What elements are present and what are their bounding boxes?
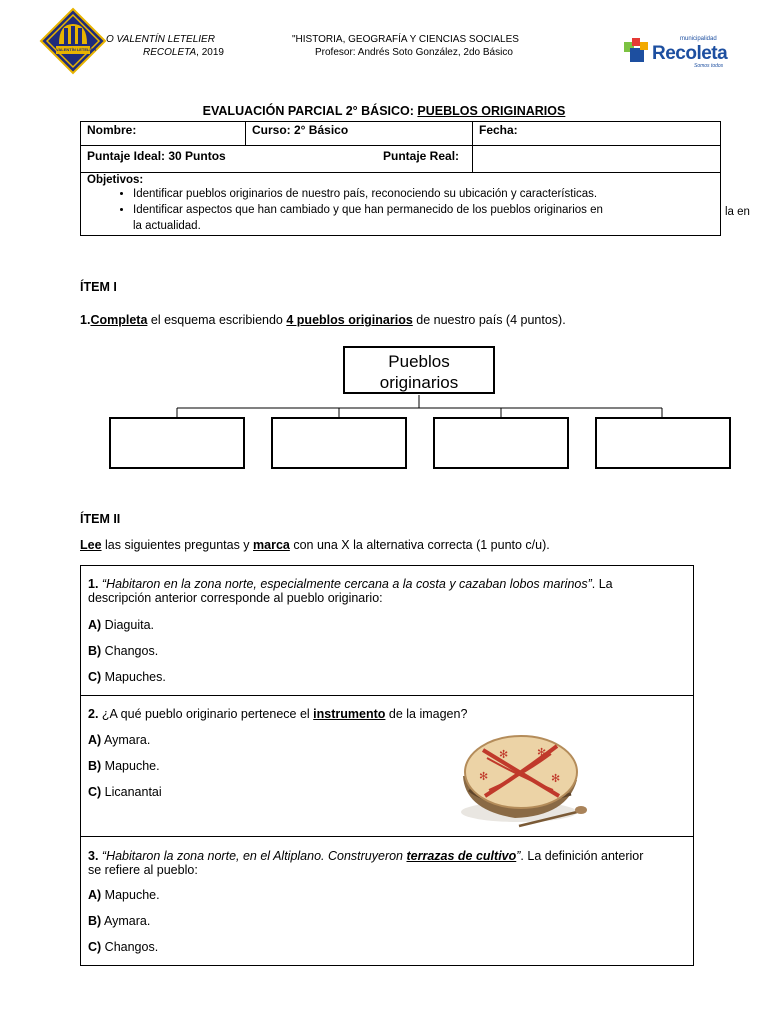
question-2-text	[88, 707, 467, 721]
item1-text-a: el esquema escribiendo	[147, 313, 287, 327]
recoleta-slogan: Somos todos	[694, 63, 724, 69]
option-text: Mapuches.	[101, 670, 166, 684]
question-2-option-a[interactable]	[88, 733, 150, 747]
question-3-quote-end: ”	[516, 849, 521, 863]
option-letter: C)	[88, 785, 102, 799]
question-3-option-a[interactable]	[88, 888, 160, 902]
diagram-root-label-continued: originarios	[379, 373, 459, 392]
item2-verb-read: Lee	[80, 538, 102, 552]
option-letter: B)	[88, 644, 102, 658]
option-text: Changos.	[101, 644, 159, 658]
date-cell[interactable]	[473, 122, 721, 146]
question-3-option-b[interactable]	[88, 914, 150, 928]
student-info-table	[80, 121, 721, 236]
school-name-line1: O VALENTÍN LETELIER	[106, 34, 215, 45]
school-year: , 2019	[196, 47, 224, 58]
question-3-emphasis: terrazas de cultivo	[406, 849, 517, 863]
svg-text:✻: ✻	[551, 772, 561, 785]
objectives-label: Objetivos:	[87, 174, 144, 186]
answer-box-3[interactable]	[433, 417, 569, 469]
question-1-number: 1.	[88, 577, 99, 591]
question-2-number: 2.	[88, 707, 99, 721]
objective-text-continued: la actualidad.	[133, 220, 201, 232]
question-2-emphasis: instrumento	[313, 707, 386, 721]
course-label: Curso: 2° Básico	[252, 123, 349, 137]
item2-verb-mark: marca	[253, 538, 290, 552]
svg-text:✻: ✻	[537, 746, 547, 759]
objective-text: Identificar aspectos que han cambiado y que han permanecido de los pueblos originarios en	[133, 204, 603, 216]
question-1-option-c[interactable]	[88, 670, 166, 684]
option-text: Changos.	[101, 940, 159, 954]
option-letter: C)	[88, 940, 102, 954]
option-letter: C)	[88, 670, 102, 684]
item1-number: 1.	[80, 313, 91, 327]
option-text: Aymara.	[101, 914, 151, 928]
question-3-text	[88, 849, 658, 877]
option-text: Mapuche.	[101, 888, 160, 902]
date-label: Fecha:	[479, 123, 518, 137]
ideal-score-label: Puntaje Ideal: 30 Puntos	[87, 149, 226, 163]
school-logo	[40, 8, 106, 74]
question-3-box	[80, 836, 694, 966]
objective-item	[133, 202, 714, 234]
answer-box-2[interactable]	[271, 417, 407, 469]
option-letter: A)	[88, 733, 102, 747]
question-3-option-c[interactable]	[88, 940, 158, 954]
real-score-cell[interactable]	[383, 146, 721, 173]
question-2-text-a: ¿A qué pueblo originario pertenece el	[98, 707, 314, 721]
question-1-box	[80, 565, 694, 696]
diagram-root-box	[343, 346, 495, 394]
title-topic: PUEBLOS ORIGINARIOS	[417, 104, 566, 118]
objectives-list	[87, 186, 714, 234]
option-text: Licanantai	[101, 785, 162, 799]
answer-box-1[interactable]	[109, 417, 245, 469]
question-1-quote: “Habitaron en la zona norte, especialmente cercana a la costa y cazaban lobos marinos”	[98, 577, 592, 591]
answer-box-4[interactable]	[595, 417, 731, 469]
option-text: Aymara.	[101, 733, 151, 747]
school-name-line2	[106, 46, 224, 59]
item1-emphasis: 4 pueblos originarios	[286, 313, 413, 327]
school-logo-lettering: VALENTÍN LETELIER	[56, 47, 97, 52]
question-3-rest: . La definición anterior se refiere al pueblo:	[88, 849, 644, 877]
svg-text:✻: ✻	[499, 748, 509, 761]
subject-line1: "HISTORIA, GEOGRAFÍA Y CIENCIAS SOCIALES	[292, 34, 519, 45]
item2-text-a: las siguientes preguntas y	[101, 538, 254, 552]
course-cell	[246, 122, 473, 146]
question-1-text	[88, 577, 658, 605]
item2-heading: ÍTEM II	[80, 512, 121, 526]
title-prefix: EVALUACIÓN PARCIAL 2° BÁSICO:	[202, 104, 414, 118]
objective-overflow-text: la en	[725, 206, 750, 218]
item2-text-b: con una X la alternativa correcta (1 punto c/u).	[289, 538, 550, 552]
question-3-quote: “Habitaron la zona norte, en el Altiplano. Construyeron	[98, 849, 407, 863]
question-3-number: 3.	[88, 849, 99, 863]
svg-text:✻: ✻	[479, 770, 489, 783]
item1-instruction	[80, 313, 566, 327]
item1-heading: ÍTEM I	[80, 280, 117, 294]
subject-header	[292, 33, 519, 59]
item2-instruction	[80, 538, 550, 552]
question-1-option-b[interactable]	[88, 644, 158, 658]
objectives-cell	[81, 173, 721, 236]
name-cell[interactable]	[81, 122, 246, 146]
item1-text-b: de nuestro país (4 puntos).	[412, 313, 566, 327]
school-name	[106, 33, 224, 59]
option-letter: A)	[88, 618, 102, 632]
question-2-option-c[interactable]	[88, 785, 162, 799]
question-1-rest: . La descripción anterior corresponde al pueblo originario:	[88, 577, 613, 605]
recoleta-name: Recoleta	[652, 43, 728, 64]
school-city: RECOLETA	[143, 47, 197, 58]
question-1-option-a[interactable]	[88, 618, 154, 632]
page-title	[0, 104, 768, 118]
recoleta-municipalidad: municipalidad	[680, 36, 717, 42]
item1-verb: Completa	[90, 313, 148, 327]
question-2-box	[80, 694, 694, 837]
question-2-text-b: de la imagen?	[385, 707, 468, 721]
option-letter: A)	[88, 888, 102, 902]
subject-line2: Profesor: Andrés Soto González, 2do Básico	[315, 47, 513, 58]
diagram-root-label: Pueblos	[388, 352, 450, 371]
option-letter: B)	[88, 914, 102, 928]
option-text: Mapuche.	[101, 759, 160, 773]
question-2-option-b[interactable]	[88, 759, 160, 773]
option-text: Diaguita.	[101, 618, 155, 632]
option-letter: B)	[88, 759, 102, 773]
objective-item: • Identificar pueblos originarios de nuestro país, reconociendo su ubicación y características.	[133, 186, 714, 202]
recoleta-logo	[618, 30, 738, 70]
real-score-label: Puntaje Real:	[383, 149, 460, 163]
name-label: Nombre:	[87, 123, 137, 137]
kultrun-drum-image	[459, 732, 599, 832]
